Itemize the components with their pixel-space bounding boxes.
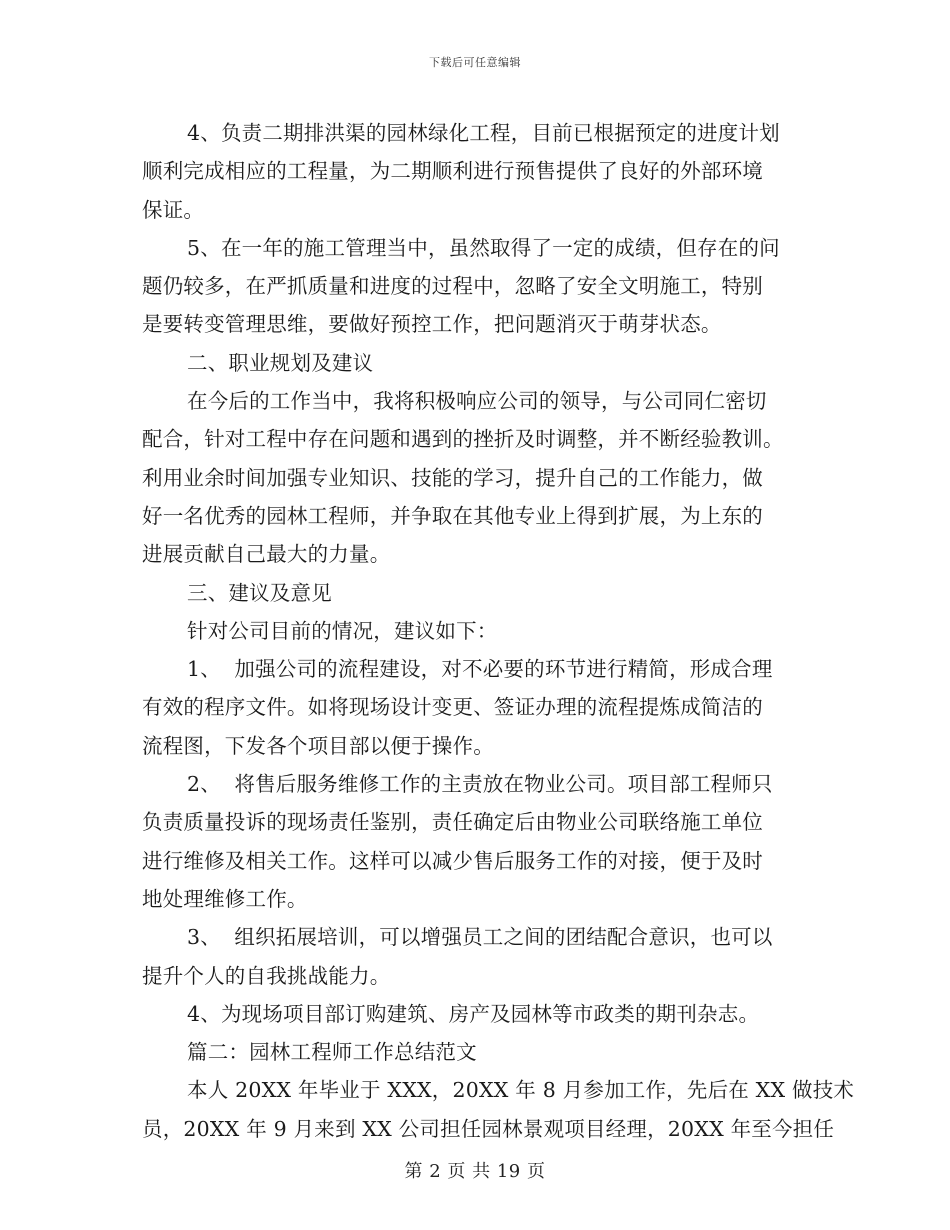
text-line: 地处理维修工作。 (142, 886, 308, 911)
page-number-footer: 第 2 页 共 19 页 (404, 1161, 546, 1182)
text-line: 篇二：园林工程师工作总结范文 (187, 1040, 477, 1065)
text-line: 流程图，下发各个项目部以便于操作。 (142, 733, 494, 758)
text-line: 有效的程序文件。如将现场设计变更、签证办理的流程提炼成简洁的 (142, 695, 763, 720)
text-line: 好一名优秀的园林工程师，并争取在其他专业上得到扩展，为上东的 (142, 503, 763, 528)
text-line: 负责质量投诉的现场责任鉴别，责任确定后由物业公司联络施工单位 (142, 810, 763, 835)
document-body (142, 114, 855, 1148)
text-line: 1、 加强公司的流程建设，对不必要的环节进行精简，形成合理 (187, 657, 773, 682)
text-line: 利用业余时间加强专业知识、技能的学习，提升自己的工作能力，做 (142, 465, 763, 490)
text-line: 保证。 (142, 197, 205, 222)
text-line: 5、在一年的施工管理当中，虽然取得了一定的成绩，但存在的问 (187, 235, 780, 260)
text-line: 4、为现场项目部订购建筑、房产及园林等市政类的期刊杂志。 (187, 1001, 760, 1026)
text-line: 三、建议及意见 (187, 580, 332, 605)
text-line: 二、职业规划及建议 (187, 350, 374, 375)
text-line: 顺利完成相应的工程量，为二期顺利进行预售提供了良好的外部环境 (142, 159, 763, 184)
text-line: 本人 20XX 年毕业于 XXX，20XX 年 8 月参加工作，先后在 XX 做技术 (187, 1078, 855, 1103)
text-line: 配合，针对工程中存在问题和遇到的挫折及时调整，并不断经验教训。 (142, 427, 784, 452)
page-header-note: 下载后可任意编辑 (429, 56, 521, 69)
text-line: 进行维修及相关工作。这样可以减少售后服务工作的对接，便于及时 (142, 848, 763, 873)
text-line: 员，20XX 年 9 月来到 XX 公司担任园林景观项目经理，20XX 年至今担任 (142, 1116, 835, 1141)
text-line: 4、负责二期排洪渠的园林绿化工程，目前已根据预定的进度计划 (187, 121, 780, 145)
text-line: 2、 将售后服务维修工作的主责放在物业公司。项目部工程师只 (187, 772, 773, 797)
text-line: 3、 组织拓展培训，可以增强员工之间的团结配合意识，也可以 (187, 925, 773, 950)
text-line: 在今后的工作当中，我将积极响应公司的领导，与公司同仁密切 (187, 389, 767, 414)
text-line: 提升个人的自我挑战能力。 (142, 963, 391, 988)
text-line: 进展贡献自己最大的力量。 (142, 542, 391, 567)
text-line: 题仍较多，在严抓质量和进度的过程中，忽略了安全文明施工，特别 (142, 274, 763, 299)
text-line: 针对公司目前的情况，建议如下： (187, 618, 498, 643)
text-line: 是要转变管理思维，要做好预控工作，把问题消灭于萌芽状态。 (142, 312, 722, 337)
